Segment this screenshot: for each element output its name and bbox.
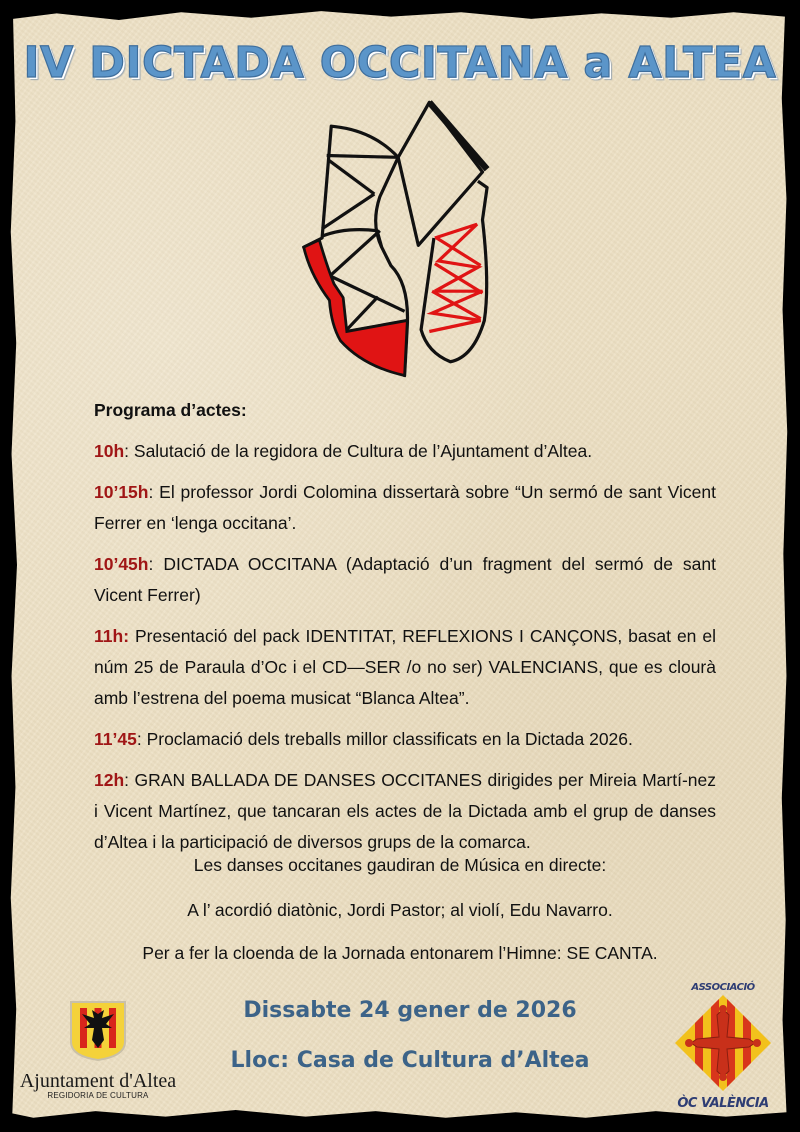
program-separator: : bbox=[148, 554, 164, 574]
program-separator: : bbox=[136, 729, 147, 749]
music-note: Les danses occitanes gaudiran de Música en directe: bbox=[193, 855, 607, 875]
left-shoe-red-sole bbox=[304, 240, 408, 376]
program-time: 11h: bbox=[94, 626, 130, 646]
dance-shoes-illustration bbox=[290, 88, 510, 388]
program-item bbox=[94, 477, 716, 539]
poster-title: IV DICTADA OCCITANA a ALTEA bbox=[23, 38, 777, 88]
event-location: Lloc: Casa de Cultura d’Altea bbox=[230, 1048, 590, 1073]
ajuntament-subtitle: REGIDORIA DE CULTURA bbox=[47, 1091, 149, 1100]
association-label: ASSOCIACIÓ bbox=[691, 982, 755, 993]
program-time: 12h bbox=[94, 770, 125, 790]
program-text: DICTADA OCCITANA (Adaptació d’un fragment del sermó de sant Vicent Ferrer) bbox=[94, 554, 716, 605]
ajuntament-name: Ajuntament d'Altea bbox=[19, 1070, 177, 1092]
program-time: 10’45h bbox=[94, 554, 149, 574]
program-time: 11’45 bbox=[94, 729, 137, 749]
closing-note: Per a fer la cloenda de la Jornada entonarem l’Himne: SE CANTA. bbox=[142, 943, 658, 963]
program-item bbox=[94, 549, 716, 611]
right-shoe-red-laces bbox=[429, 224, 482, 331]
program-text: Salutació de la regidora de Cultura de l’Ajuntament d’Altea. bbox=[133, 441, 593, 461]
program-text: Presentació del pack IDENTITAT, REFLEXIONS I CANÇONS, basat en el núm 25 de Paraula d’Oc i el CD—SER /o no ser) VALENCIANS, que es clourà amb l’estrena del poema musicat “Blanca Altea”. bbox=[94, 626, 716, 708]
program-section bbox=[94, 395, 716, 868]
program-text: Proclamació dels treballs millor classificats en la Dictada 2026. bbox=[146, 729, 633, 749]
oc-valencia-logo bbox=[668, 982, 778, 1111]
program-text: El professor Jordi Colomina dissertarà sobre “Un sermó de sant Vicent Ferrer en ‘lenga occitana’. bbox=[94, 482, 716, 533]
altea-coat-of-arms-icon bbox=[68, 1000, 128, 1062]
program-separator: : bbox=[148, 482, 160, 502]
program-time: 10h bbox=[94, 441, 125, 461]
program-heading: Programa d’actes: bbox=[94, 400, 247, 420]
program-item bbox=[94, 765, 716, 858]
program-item bbox=[94, 724, 716, 755]
ajuntament-logo bbox=[18, 1000, 178, 1100]
musicians-note: A l’ acordió diatònic, Jordi Pastor; al violí, Edu Navarro. bbox=[187, 900, 613, 920]
program-item bbox=[94, 436, 716, 467]
program-separator: : bbox=[124, 441, 134, 461]
program-separator: : bbox=[124, 770, 135, 790]
event-date: Dissabte 24 gener de 2026 bbox=[243, 998, 577, 1023]
program-text: GRAN BALLADA DE DANSES OCCITANES dirigides per Mireia Martí-nez i Vicent Martínez, que tancaran els actes de la Dictada amb el grup de danses d’Altea i la participació de diversos grups de la comarca. bbox=[94, 770, 717, 852]
association-name: ÒC VALÈNCIA bbox=[677, 1096, 769, 1111]
program-item bbox=[94, 621, 716, 714]
program-time: 10’15h bbox=[94, 482, 149, 502]
occitan-cross-icon bbox=[673, 993, 773, 1093]
